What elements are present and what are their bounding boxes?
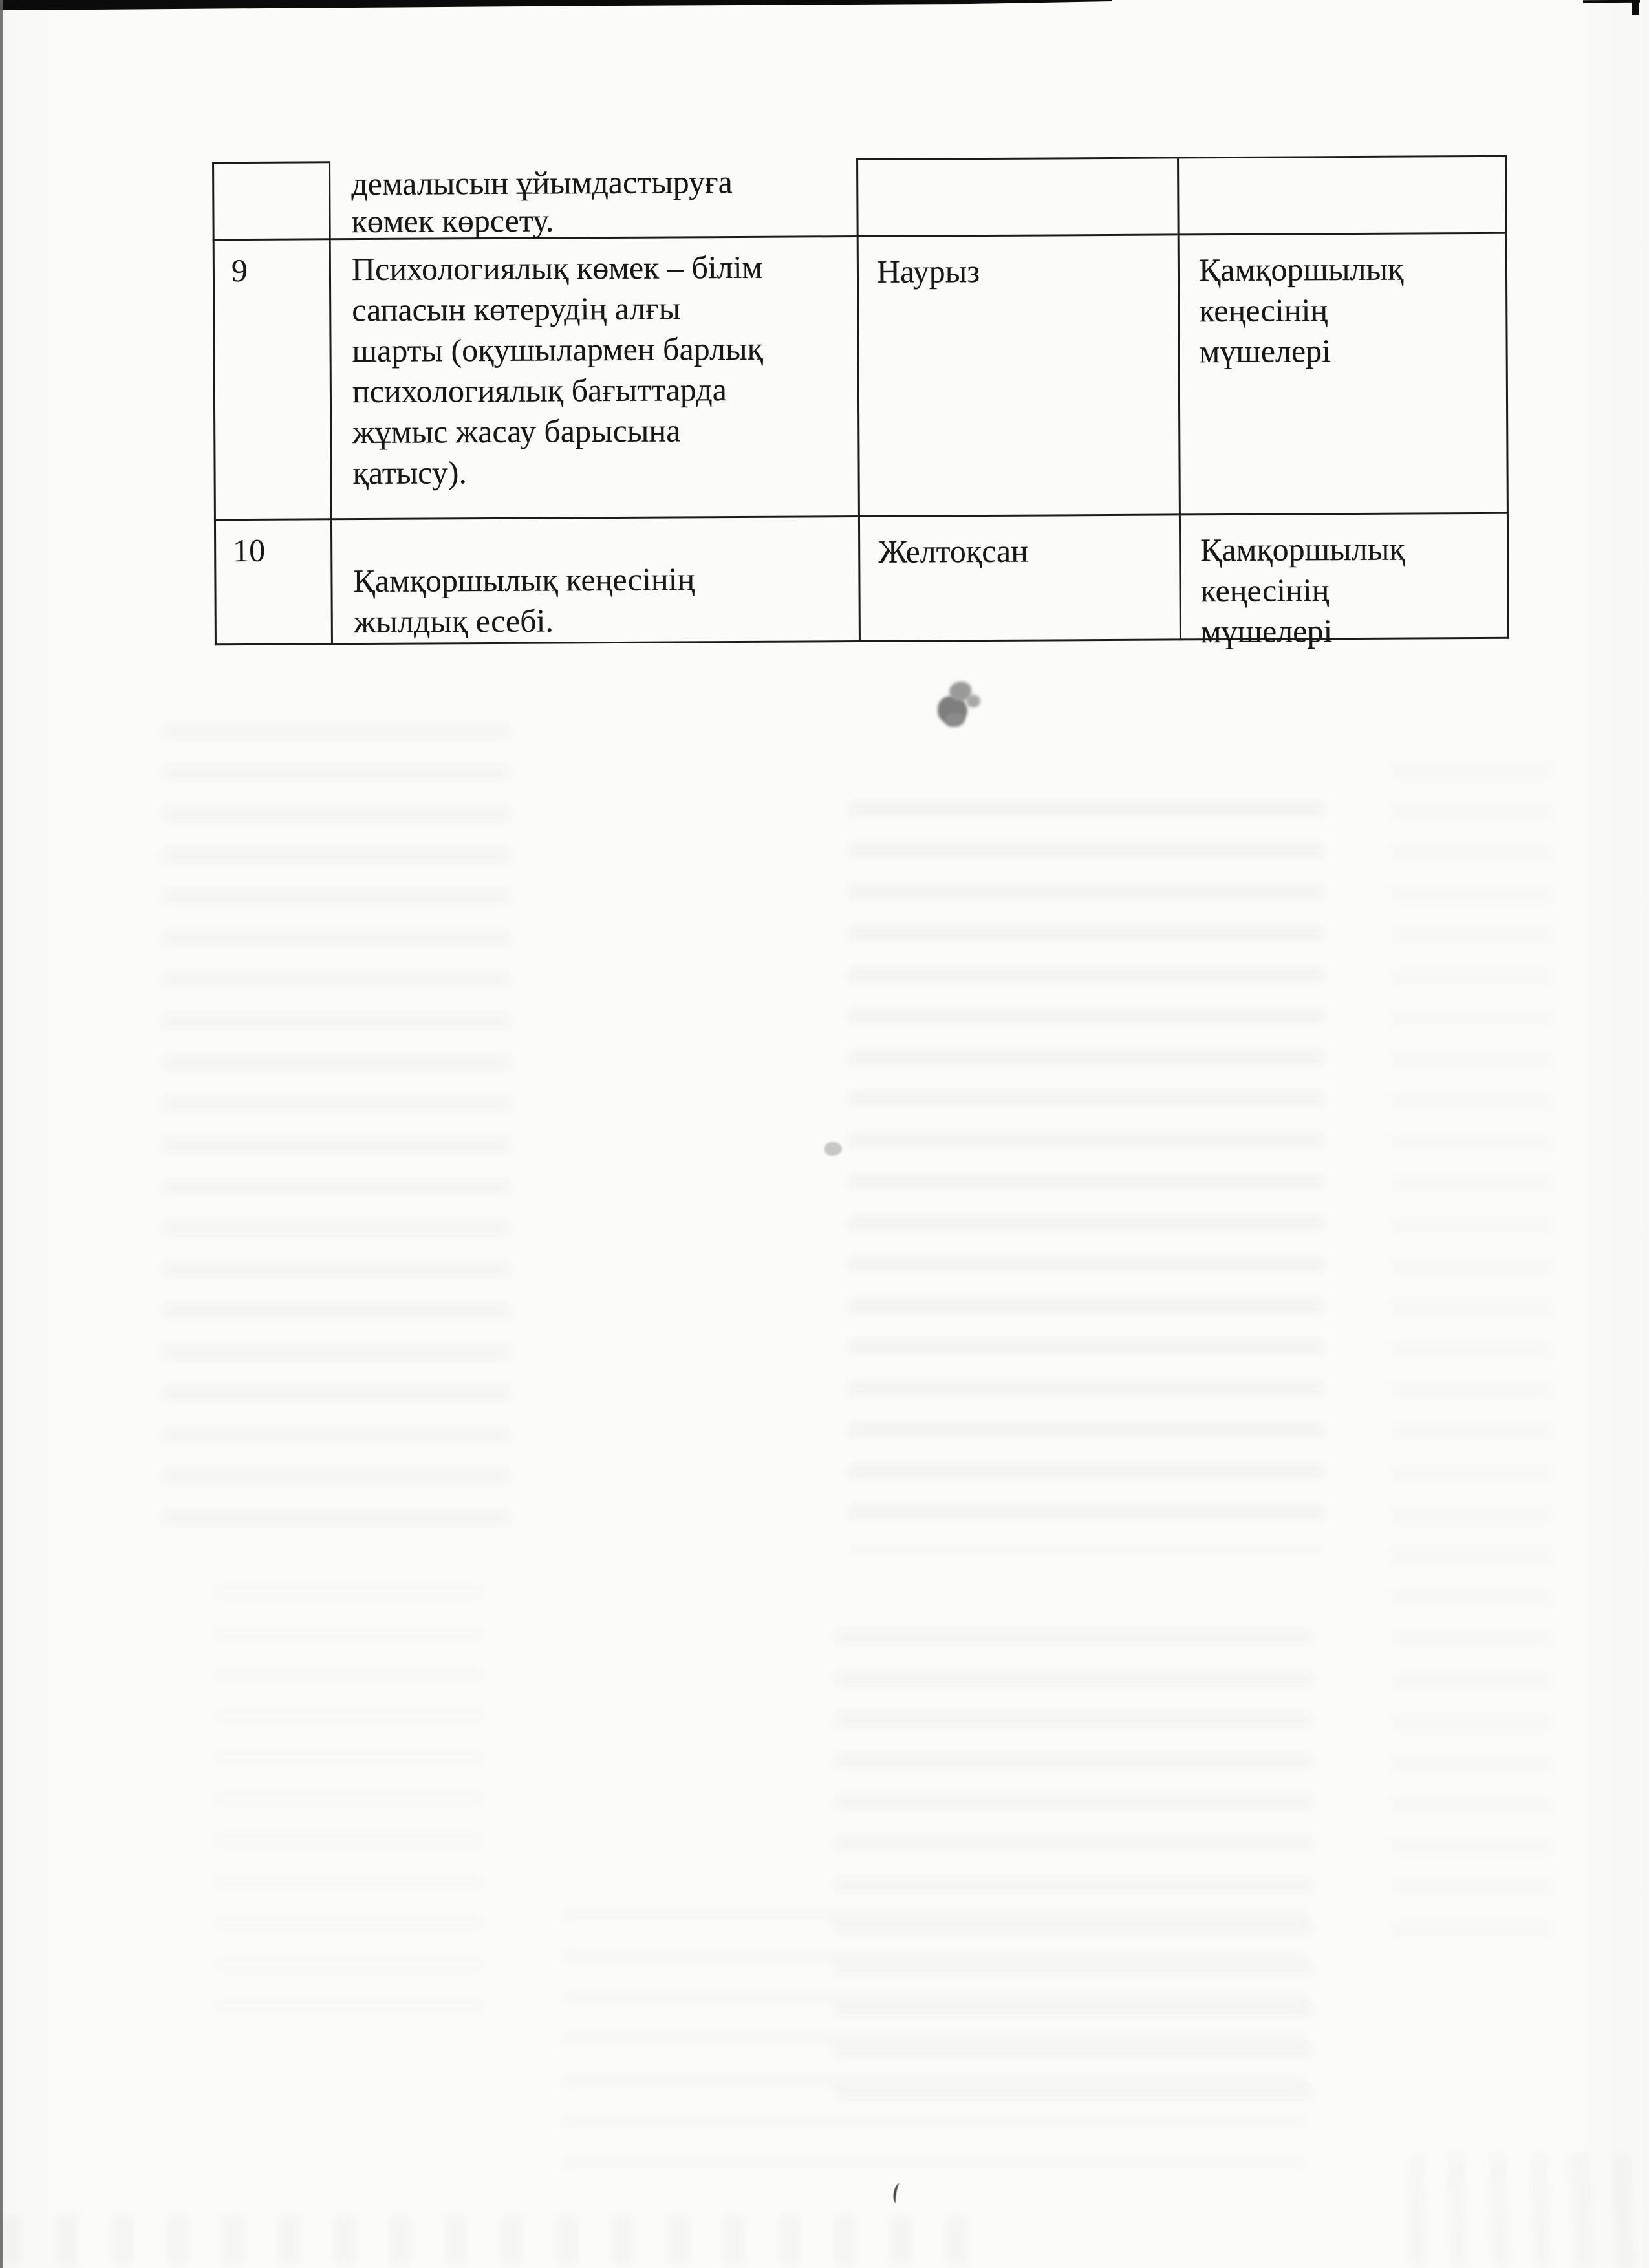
bleedthrough-ghost — [213, 1584, 485, 2037]
scanner-left-edge-artifact — [0, 0, 3, 2268]
bleedthrough-ghost — [1390, 763, 1552, 1960]
scanner-top-line-artifact — [1583, 0, 1640, 3]
bleedthrough-ghost — [162, 724, 511, 1526]
row10-responsible-cell: Қамқоршылық кеңесінің мүшелері — [1179, 514, 1509, 641]
row8-month-cell — [856, 157, 1178, 237]
ink-crescent-mark — [892, 2183, 903, 2204]
row9-responsible-cell: Қамқоршылық кеңесінің мүшелері — [1178, 234, 1509, 516]
row8-responsible-cell — [1177, 155, 1507, 236]
bleedthrough-ghost — [563, 1908, 1306, 2179]
ink-speck — [824, 1142, 842, 1156]
scan-noise-band — [1410, 2154, 1649, 2267]
scanner-corner-tick-artifact — [1632, 0, 1639, 15]
row10-number-cell: 10 — [214, 520, 331, 645]
row8-number-cell — [212, 161, 329, 241]
bleedthrough-ghost — [847, 802, 1326, 1552]
row9-month-cell: Наурыз — [857, 235, 1179, 517]
ink-smudge — [966, 695, 980, 707]
row10-month-cell: Желтоқсан — [858, 515, 1180, 642]
scan-noise-band — [0, 2215, 970, 2265]
work-plan-table — [212, 155, 1509, 650]
row9-task-cell: Психологиялық көмек – білім сапасын көтерудің алғы шарты (оқушылармен барлық психологиялық бағыттарда жұмыс жасау барысына қатысу). — [329, 237, 858, 520]
ink-smudge — [945, 713, 965, 727]
row10-task-cell: Қамқоршылық кеңесінің жылдық есебі. — [330, 517, 859, 645]
row8-task-cell: демалысын ұйымдастыруға көмек көрсету. — [329, 158, 857, 240]
row9-number-cell: 9 — [213, 240, 330, 521]
scanner-top-bar-artifact — [0, 0, 1112, 12]
